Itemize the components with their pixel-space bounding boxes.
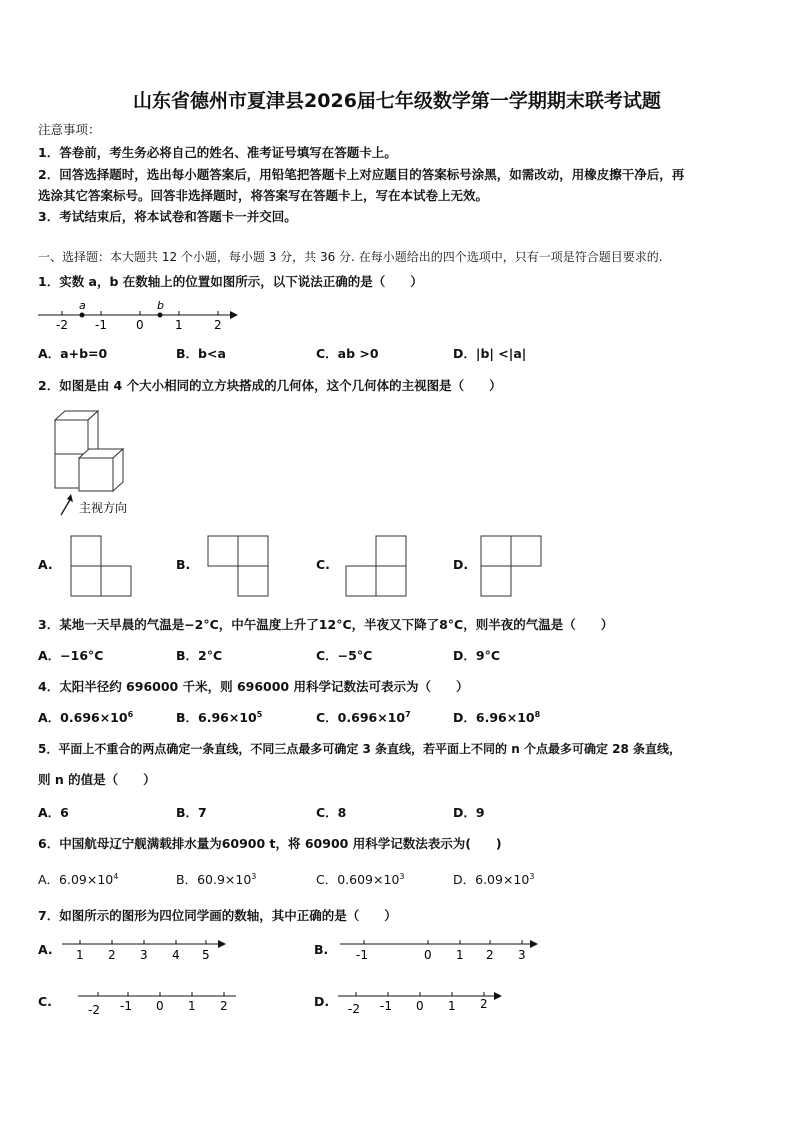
q2-option-d-figure xyxy=(480,535,544,599)
tick-label: -1 xyxy=(356,948,368,962)
q6-option-b: B．$60.9\times 10^3$ xyxy=(176,871,257,887)
q7-option-d: D. xyxy=(314,994,330,1009)
q1-number-line xyxy=(34,298,244,338)
q7-option-b: B. xyxy=(314,942,329,957)
q4-option-b: B．$6.96\times 10^5$ xyxy=(176,709,263,725)
q3-option-c: C．−5°C xyxy=(316,648,373,663)
q1-option-a: A．a+b=0 xyxy=(38,346,108,361)
note-item: 3．考试结束后，将本试卷和答题卡一并交回。 xyxy=(38,209,297,224)
q1-option-c: C．ab >0 xyxy=(316,346,379,361)
tick-label: -1 xyxy=(380,999,392,1013)
tick-label: 0 xyxy=(156,999,164,1013)
tick-label: 1 xyxy=(188,999,196,1013)
q7-axis-a xyxy=(60,934,230,966)
q5-option-a: A．6 xyxy=(38,805,69,820)
tick-label: 0 xyxy=(416,999,424,1013)
q2-option-c: C. xyxy=(316,557,330,572)
tick-label: 1 xyxy=(448,999,456,1013)
q5-option-c: C．8 xyxy=(316,805,347,820)
q5-option-b: B．7 xyxy=(176,805,207,820)
q7-option-c: C. xyxy=(38,994,52,1009)
tick-label: 1 xyxy=(456,948,464,962)
point-a-dot xyxy=(80,313,85,318)
q2-cube-figure xyxy=(45,406,145,526)
question-6-stem: 6．中国航母辽宁舰满载排水量为60900 t，将 60900 用科学记数法表示为( ) xyxy=(38,836,502,851)
q4-option-d: D．$6.96\times 10^8$ xyxy=(453,709,541,725)
tick-label: 3 xyxy=(140,948,148,962)
tick-label: 2 xyxy=(108,948,116,962)
q7-axis-d xyxy=(336,988,506,1020)
note-item: 选涂其它答案标号。回答非选择题时，将答案写在答题卡上，写在本试卷上无效。 xyxy=(38,188,489,203)
q6-option-a: A．$6.09\times 10^4$ xyxy=(38,871,119,887)
tick-label: 1 xyxy=(175,318,183,332)
q6-option-d: D．$6.09\times 10^3$ xyxy=(453,871,535,887)
q1-option-d: D．|b| <|a| xyxy=(453,346,527,361)
tick-label: 1 xyxy=(76,948,84,962)
q7-axis-b xyxy=(338,934,543,966)
tick-label: 0 xyxy=(424,948,432,962)
tick-label: 2 xyxy=(486,948,494,962)
tick-label: 2 xyxy=(214,318,222,332)
note-item: 2．回答选择题时，选出每小题答案后，用铅笔把答题卡上对应题目的答案标号涂黑，如需改动，用橡皮擦干净后，再 xyxy=(38,167,685,182)
tick-label: -1 xyxy=(120,999,132,1013)
tick-label: 5 xyxy=(202,948,210,962)
question-3-stem: 3．某地一天早晨的气温是−2°C，中午温度上升了12°C，半夜又下降了8°C，则半夜的气温是（ ） xyxy=(38,617,614,632)
tick-label: 4 xyxy=(172,948,180,962)
q2-option-b: B. xyxy=(176,557,191,572)
question-1-stem: 1．实数 a，b 在数轴上的位置如图所示，以下说法正确的是（ ） xyxy=(38,274,423,289)
section-heading: 一、选择题：本大题共 12 个小题，每小题 3 分，共 36 分. 在每小题给出的四个选项中，只有一项是符合题目要求的. xyxy=(38,250,663,264)
tick-label: -2 xyxy=(88,1003,100,1017)
q2-option-b-figure xyxy=(207,535,271,599)
q2-option-a-figure xyxy=(70,535,134,599)
tick-label: 2 xyxy=(220,999,228,1013)
tick-label: 0 xyxy=(136,318,144,332)
point-b-dot xyxy=(158,313,163,318)
question-5-stem-line2: 则 n 的值是（ ） xyxy=(38,772,156,787)
q7-option-a: A. xyxy=(38,942,53,957)
q4-option-c: C．$0.696\times 10^7$ xyxy=(316,709,411,725)
tick-label: 3 xyxy=(518,948,526,962)
tick-label: -1 xyxy=(95,318,107,332)
question-2-stem: 2．如图是由 4 个大小相同的立方块搭成的几何体，这个几何体的主视图是（ ） xyxy=(38,378,502,393)
q2-option-a: A. xyxy=(38,557,53,572)
q6-option-c: C．$0.609\times 10^3$ xyxy=(316,871,405,887)
note-item: 1．答卷前，考生务必将自己的姓名、准考证号填写在答题卡上。 xyxy=(38,145,397,160)
question-5-stem-line1: 5．平面上不重合的两点确定一条直线，不同三点最多可确定 3 条直线，若平面上不同的 n 个点最多可确定 28 条直线， xyxy=(38,742,682,756)
view-direction-caption: 主视方向 xyxy=(79,501,128,515)
tick-label: -2 xyxy=(56,318,68,332)
question-4-stem: 4．太阳半径约 696000 千米，则 696000 用科学记数法可表示为（ ） xyxy=(38,679,469,694)
point-b-label: b xyxy=(157,299,164,312)
q7-axis-c xyxy=(76,988,241,1020)
q3-option-d: D．9°C xyxy=(453,648,500,663)
q4-option-a: A．$0.696\times 10^6$ xyxy=(38,709,134,725)
notes-heading: 注意事项： xyxy=(38,122,101,137)
question-7-stem: 7．如图所示的图形为四位同学画的数轴，其中正确的是（ ） xyxy=(38,908,397,923)
tick-label: 2 xyxy=(480,997,488,1011)
q2-option-c-figure xyxy=(345,535,409,599)
q3-option-a: A．−16°C xyxy=(38,648,104,663)
q2-option-d: D. xyxy=(453,557,469,572)
q1-option-b: B．b<a xyxy=(176,346,226,361)
q3-option-b: B．2°C xyxy=(176,648,223,663)
page-title: 山东省德州市夏津县2026届七年级数学第一学期期末联考试题 xyxy=(133,90,661,112)
tick-label: -2 xyxy=(348,1002,360,1016)
q5-option-d: D．9 xyxy=(453,805,485,820)
point-a-label: a xyxy=(79,299,86,312)
